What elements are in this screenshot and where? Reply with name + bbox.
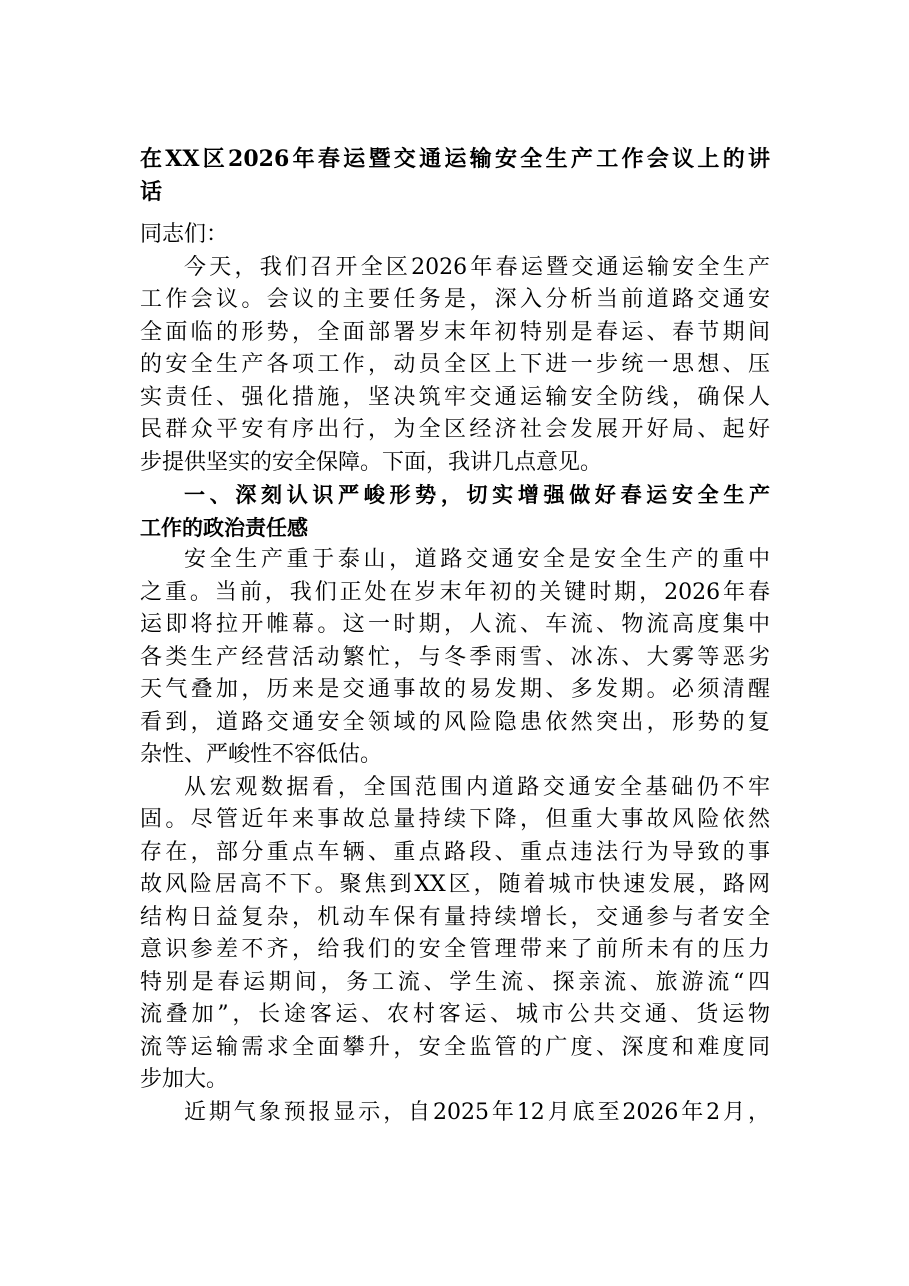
paragraph-line: 近期气象预报显示，自2025年12月底至2026年2月， — [184, 1099, 770, 1125]
paragraph-line: 运即将拉开帷幕。这一时期，人流、车流、物流高度集中 — [140, 612, 770, 637]
paragraph-line: 之重。当前，我们正处在岁末年初的关键时期，2026年春 — [140, 579, 770, 605]
paragraph-line: 全面临的形势，全面部署岁末年初特别是春运、春节期间 — [140, 319, 770, 345]
paragraph-line: 步加大。 — [140, 1067, 229, 1092]
paragraph-line: 特别是春运期间，务工流、学生流、探亲流、旅游流“四 — [140, 969, 770, 995]
paragraph-line: 安全生产重于泰山，道路交通安全是安全生产的重中 — [184, 547, 770, 572]
salutation: 同志们： — [140, 222, 229, 247]
paragraph — [140, 772, 770, 1097]
paragraph-line: 工作会议。会议的主要任务是，深入分析当前道路交通安 — [140, 287, 770, 312]
paragraph-line: 固。尽管近年来事故总量持续下降，但重大事故风险依然 — [140, 807, 770, 832]
paragraph-line: 流叠加”，长途客运、农村客运、城市公共交通、货运物 — [140, 1002, 770, 1027]
document-body — [140, 219, 770, 1129]
paragraph-line: 流等运输需求全面攀升，安全监管的广度、深度和难度同 — [140, 1034, 770, 1060]
paragraph-line: 结构日益复杂，机动车保有量持续增长，交通参与者安全 — [140, 904, 770, 930]
document-title — [140, 143, 770, 208]
paragraph-line: 意识参差不齐，给我们的安全管理带来了前所未有的压力 — [140, 937, 770, 962]
paragraph-line: 看到，道路交通安全领域的风险隐患依然突出，形势的复 — [140, 709, 770, 735]
paragraph-line: 各类生产经营活动繁忙，与冬季雨雪、冰冻、大雾等恶劣 — [140, 644, 770, 670]
paragraph-line: 民群众平安有序出行，为全区经济社会发展开好局、起好 — [140, 417, 770, 442]
section-heading — [140, 479, 770, 544]
title-line: 在XX区2026年春运暨交通运输安全生产工作会议上的讲 — [140, 146, 770, 172]
paragraph-line: 从宏观数据看，全国范围内道路交通安全基础仍不牢 — [184, 774, 770, 800]
paragraph-line: 实责任、强化措施，坚决筑牢交通运输安全防线，确保人 — [140, 384, 770, 410]
paragraph-line: 杂性、严峻性不容低估。 — [140, 742, 383, 767]
title-line: 话 — [140, 178, 163, 205]
paragraph-line: 的安全生产各项工作，动员全区上下进一步统一思想、压 — [140, 352, 770, 377]
paragraph-line: 天气叠加，历来是交通事故的易发期、多发期。必须清醒 — [140, 677, 770, 702]
heading-line: 工作的政治责任感 — [140, 515, 308, 540]
heading-line: 一、深刻认识严峻形势，切实增强做好春运安全生产 — [184, 483, 770, 507]
paragraph — [140, 252, 770, 480]
paragraph-line: 步提供坚实的安全保障。下面，我讲几点意见。 — [140, 449, 603, 475]
paragraph-line: 今天，我们召开全区2026年春运暨交通运输安全生产 — [184, 254, 770, 280]
paragraph — [140, 544, 770, 772]
paragraph — [140, 1097, 770, 1130]
paragraph-line: 存在，部分重点车辆、重点路段、重点违法行为导致的事 — [140, 839, 770, 865]
paragraph-line: 故风险居高不下。聚焦到XX区，随着城市快速发展，路网 — [140, 872, 770, 897]
